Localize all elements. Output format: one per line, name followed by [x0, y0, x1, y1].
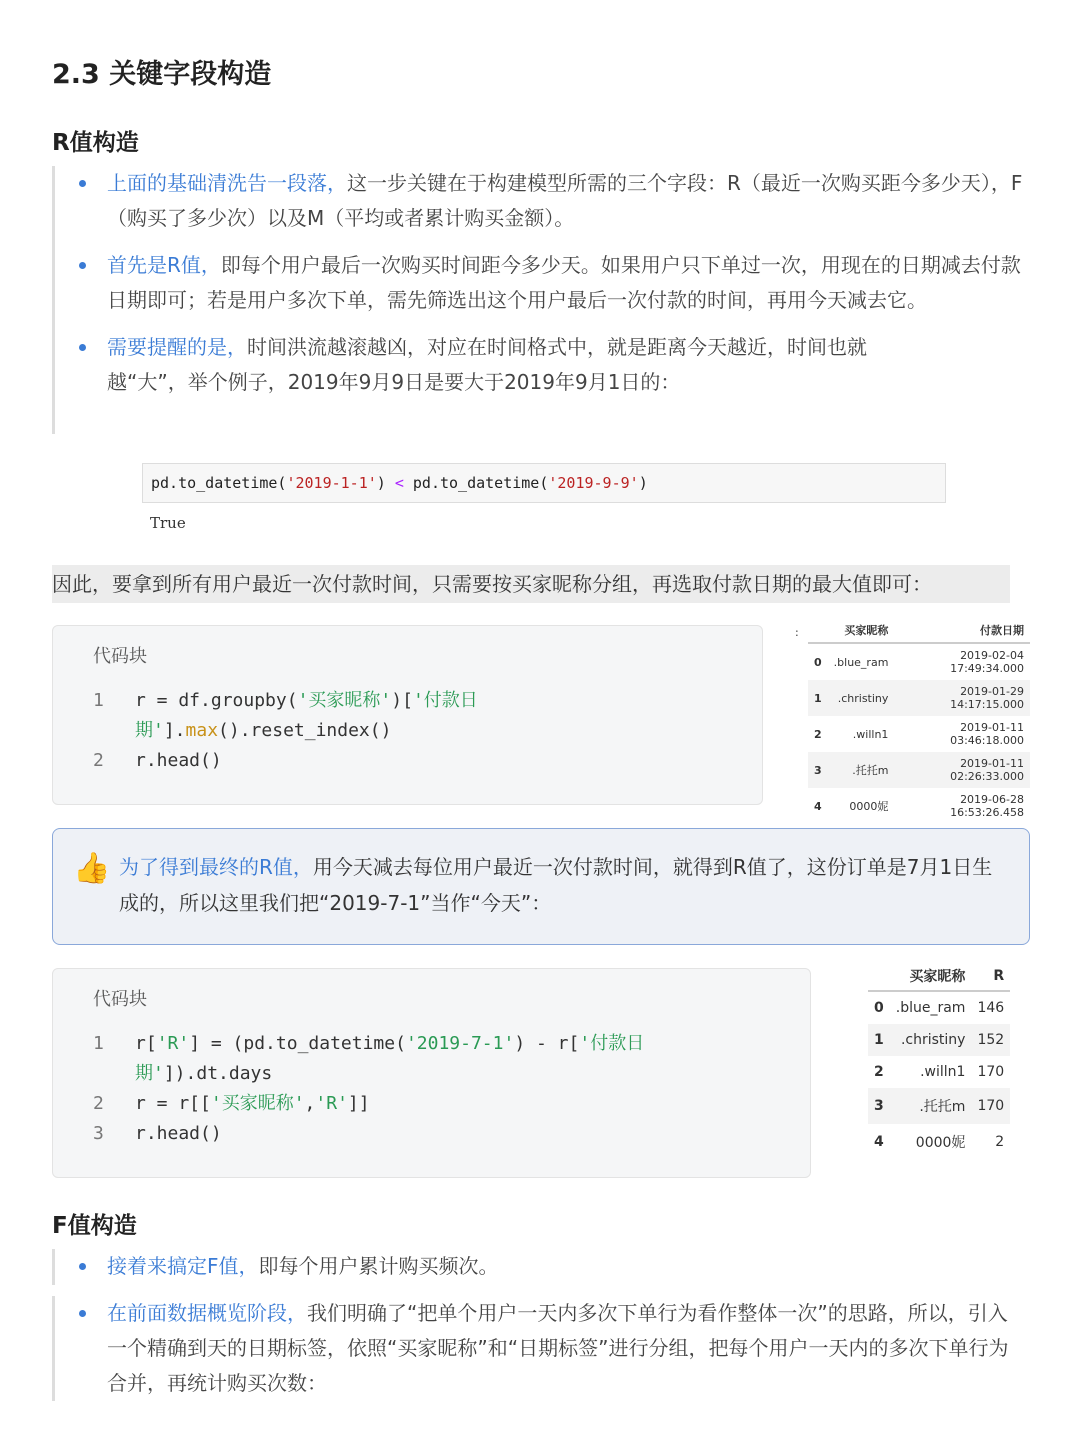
highlight: 接着来搞定F值， — [107, 1254, 259, 1278]
table-cell: 2 — [995, 1134, 1005, 1150]
table-cell: 1 — [808, 680, 828, 716]
code-token: r.head() — [135, 750, 222, 771]
table-row — [868, 991, 1010, 1024]
code-token: r[ — [135, 1033, 157, 1054]
section-title: 2.3 关键字段构造 — [52, 59, 272, 90]
code-block — [52, 968, 811, 1178]
code-string: 'R' — [315, 1093, 348, 1114]
code-token: )[ — [391, 690, 413, 711]
column-header: 付款日期 — [894, 618, 1030, 643]
text: 用今天减去每位用户最近一次付款时间，就得到R值了，这份订单是7月1日生成的，所以这里我们把“2019-7-1”当作“今天”： — [119, 855, 993, 915]
table-cell: 2019-06-28 16:53:26.458 — [950, 793, 1024, 819]
prompt: : — [795, 626, 799, 639]
table-row — [808, 680, 1030, 716]
code-token: ]).dt.days — [163, 1063, 273, 1084]
code-token: max — [185, 720, 219, 741]
text: 即每个用户累计购买频次。 — [258, 1254, 499, 1278]
code-string: '2019-1-1' — [286, 474, 377, 492]
table-cell: .托托m — [890, 1088, 972, 1124]
table-cell: 1 — [868, 1024, 890, 1056]
code-line — [93, 1119, 770, 1149]
code-token: ().reset_index() — [218, 720, 392, 741]
highlight: 上面的基础清洗告一段落， — [107, 171, 347, 195]
table-row — [868, 1056, 1010, 1088]
table-cell: 2019-01-11 02:26:33.000 — [894, 752, 1030, 788]
table-cell: 152 — [971, 1024, 1010, 1056]
code-block-title: 代码块 — [93, 646, 147, 667]
highlight: 首先是R值， — [107, 253, 221, 277]
code-string: '付款日期' — [135, 690, 478, 741]
notebook-cell — [142, 463, 946, 503]
column-header: 买家昵称 — [828, 618, 895, 643]
code-token: ]] — [347, 1093, 370, 1114]
text: 时间洪流越滚越凶，对应在时间格式中，就是距离今天越近，时间也就越“大”，举个例子，2019年9月9日是要大于2019年9月1日的： — [107, 335, 867, 394]
table-cell: .willn1 — [920, 1064, 966, 1080]
code-block-title: 代码块 — [93, 989, 147, 1010]
code-line — [93, 746, 722, 776]
text: 我们明确了“把单个用户一天内多次下单行为看作整体一次”的思路，所以，引入一个精确到天的日期标签，依照“买家昵称”和“日期标签”进行分组，把每个用户一天内的多次下单行为合并，再统计购买次数： — [107, 1301, 1009, 1395]
line-number: 3 — [93, 1123, 104, 1144]
table-cell: 3 — [868, 1088, 890, 1124]
table-cell: 3 — [808, 752, 828, 788]
table-row — [808, 788, 1030, 824]
result-table — [808, 618, 1030, 824]
text: 即每个用户最后一次购买时间距今多少天。如果用户只下单过一次，用现在的日期减去付款日期即可；若是用户多次下单，需先筛选出这个用户最后一次付款的时间，再用今天减去它。 — [107, 253, 1021, 312]
highlighted-paragraph: 因此，要拿到所有用户最近一次付款时间，只需要按买家昵称分组，再选取付款日期的最大值即可： — [52, 565, 1010, 603]
text: 这一步关键在于构建模型所需的三个字段：R（最近一次购买距今多少天），F（购买了多少次）以及M（平均或者累计购买金额）。 — [107, 171, 1023, 230]
list-item — [77, 1249, 1027, 1284]
f-bullet — [52, 1249, 1027, 1285]
f-bullet — [52, 1296, 1027, 1401]
column-header: R — [971, 962, 1010, 991]
code-token: r = r[[ — [135, 1093, 211, 1114]
table-cell: 2019-02-04 17:49:34.000 — [950, 649, 1024, 675]
code-string: '买家昵称' — [297, 690, 392, 711]
table-row — [868, 1124, 1010, 1160]
table-cell: .christiny — [890, 1024, 972, 1056]
table-cell: .willn1 — [852, 727, 889, 741]
table-cell: 0 — [874, 1000, 884, 1016]
list-item — [77, 166, 1027, 236]
line-number: 1 — [93, 1033, 104, 1054]
code-text — [135, 746, 222, 776]
code-token: r = df.groupby( — [135, 690, 298, 711]
list-item — [77, 248, 1027, 318]
code-text — [135, 686, 722, 746]
result-table — [868, 962, 1010, 1160]
highlight: 在前面数据概览阶段， — [107, 1301, 307, 1325]
code-token: r.head() — [135, 1123, 222, 1144]
code: pd.to_datetime( — [412, 474, 549, 492]
line-number: 2 — [93, 750, 104, 771]
table-cell: 170 — [977, 1064, 1005, 1080]
column-header: 买家昵称 — [890, 962, 972, 991]
code-token: , — [304, 1093, 316, 1114]
column-header — [868, 962, 890, 991]
list-item — [77, 330, 1027, 400]
table-cell: 0000妮 — [849, 800, 889, 813]
code-string: 'R' — [156, 1033, 190, 1054]
table-row — [808, 716, 1030, 752]
r-heading: R值构造 — [52, 130, 139, 156]
notebook-output: True — [150, 514, 186, 532]
code-text — [135, 1029, 770, 1089]
f-heading: F值构造 — [52, 1213, 137, 1239]
highlight: 需要提醒的是， — [107, 335, 247, 359]
header-row — [868, 962, 1010, 991]
code: pd.to_datetime( — [151, 474, 287, 492]
r-bullets — [52, 166, 1027, 434]
code-token: ] = (pd.to_datetime( — [189, 1033, 406, 1054]
table-cell: 2 — [874, 1064, 884, 1080]
code-line — [93, 1089, 770, 1119]
code-token: ]. — [163, 720, 186, 741]
code-line — [93, 686, 722, 746]
code: ) — [376, 474, 386, 492]
table-row — [808, 643, 1030, 680]
code-token: ) - r[ — [514, 1033, 580, 1054]
line-number: 2 — [93, 1093, 104, 1114]
code-string: '2019-9-9' — [548, 474, 639, 492]
table-cell: .blue_ram — [833, 655, 889, 669]
table-cell: 2019-01-29 14:17:15.000 — [894, 680, 1030, 716]
table-cell: 2019-01-11 03:46:18.000 — [950, 721, 1024, 747]
table-cell: 146 — [977, 1000, 1005, 1016]
code-string: '2019-7-1' — [405, 1033, 515, 1054]
code-string: '付款日期' — [135, 1033, 645, 1084]
table-cell: 0000妮 — [915, 1135, 966, 1151]
operator: < — [385, 474, 413, 492]
line-number: 1 — [93, 690, 104, 711]
table-cell: .blue_ram — [895, 1000, 966, 1016]
thumbs-up-icon: 👍 — [73, 851, 111, 886]
table-row — [868, 1024, 1010, 1056]
list-item — [77, 1296, 1027, 1401]
table-row — [808, 752, 1030, 788]
code-string: '买家昵称' — [210, 1093, 305, 1114]
table-cell: 4 — [814, 799, 822, 813]
highlight: 为了得到最终的R值， — [119, 855, 313, 879]
code-block — [52, 625, 763, 805]
table-cell: 2 — [814, 727, 822, 741]
code-line — [93, 1029, 770, 1089]
header-row — [808, 618, 1030, 643]
table-cell: .christiny — [828, 680, 895, 716]
table-cell: 170 — [971, 1088, 1010, 1124]
tip-box — [52, 828, 1030, 945]
table-row — [868, 1088, 1010, 1124]
column-header — [808, 618, 828, 643]
table-cell: .托托m — [828, 752, 895, 788]
code-text — [135, 1119, 222, 1149]
code: ) — [638, 474, 648, 492]
table-cell: 0 — [814, 655, 822, 669]
code-text — [135, 1089, 370, 1119]
table-cell: 4 — [874, 1134, 884, 1150]
